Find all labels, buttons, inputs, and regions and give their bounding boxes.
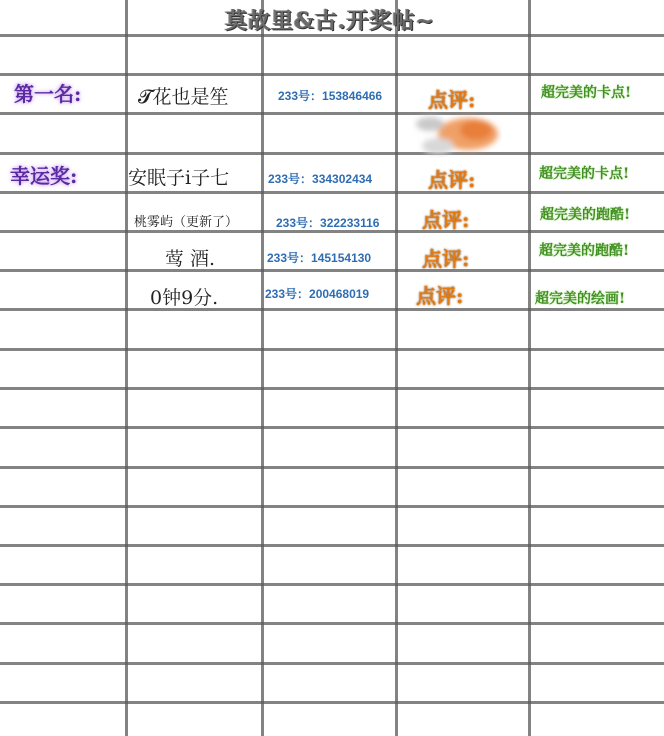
grid-column-line [395, 0, 398, 736]
grid-row-line [0, 269, 664, 272]
lucky-winner-name: 桃雾屿（更新了） [134, 215, 239, 230]
first-place-label: 第一名: [14, 82, 82, 106]
lucky-winner-id: 233号：334302434 [268, 172, 373, 186]
first-place-name: 𝓣花也是笙 [138, 86, 229, 108]
grid-row-line [0, 466, 664, 469]
lucky-winner-comment: 超完美的跑酷! [540, 207, 631, 223]
lucky-winner-id: 233号：200468019 [265, 287, 370, 301]
grid-row-line [0, 505, 664, 508]
lucky-winner-review-label: 点评: [416, 284, 464, 308]
lucky-winner-comment: 超完美的跑酷! [539, 243, 630, 259]
lucky-winner-comment: 超完美的卡点! [539, 166, 630, 182]
grid-column-line [261, 0, 264, 736]
grid-row-line [0, 387, 664, 390]
grid-row-line [0, 112, 664, 115]
first-place-comment: 超完美的卡点! [541, 85, 632, 101]
first-place-id: 233号：153846466 [278, 89, 383, 103]
lucky-winner-name: 莺 酒. [165, 248, 216, 270]
lucky-winner-review-label: 点评: [428, 168, 476, 192]
lucky-winner-comment: 超完美的绘画! [535, 291, 626, 307]
grid-row-line [0, 622, 664, 625]
grid-row-line [0, 73, 664, 76]
lucky-winner-review-label: 点评: [422, 247, 470, 271]
grid-row-line [0, 426, 664, 429]
lucky-award-label: 幸运奖: [10, 164, 78, 188]
lucky-winner-id: 233号：322233116 [276, 216, 380, 230]
lucky-winner-name: 安眠子i子七 [128, 167, 230, 189]
grid-row-line [0, 662, 664, 665]
lucky-winner-name: 0钟9分. [150, 287, 219, 309]
grid-column-line [528, 0, 531, 736]
grid-row-line [0, 152, 664, 155]
grid-row-line [0, 544, 664, 547]
first-place-review-label: 点评: [428, 88, 476, 112]
grid-row-line [0, 701, 664, 704]
grid-row-line [0, 308, 664, 311]
lucky-winner-review-label: 点评: [422, 208, 470, 232]
lucky-winner-id: 233号：145154130 [267, 251, 372, 265]
grid-column-line [125, 0, 128, 736]
blurred-sticker-icon [410, 112, 502, 158]
grid-row-line [0, 348, 664, 351]
grid-row-line [0, 583, 664, 586]
grid-row-line [0, 191, 664, 194]
page-title: 莫故里&古.开奖帖~ [225, 8, 435, 34]
